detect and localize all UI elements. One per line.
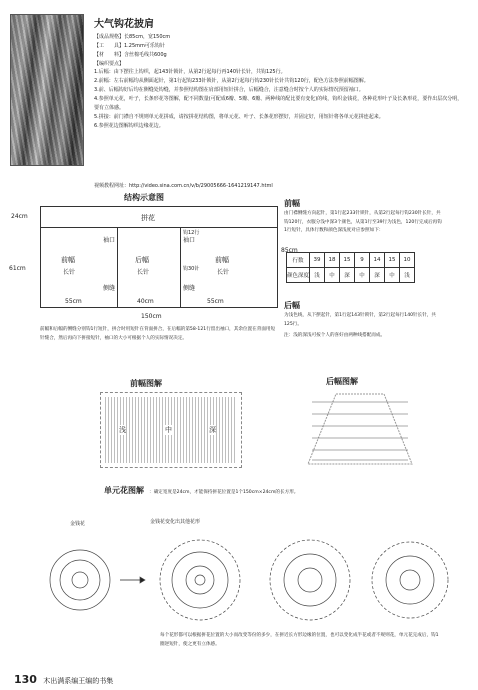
dim-150: 150cm — [141, 313, 162, 320]
flower-note: 每个花形都可以根据拼花位置的大小而改变等份的多少，在拼近长方形边缘的位置，也可以变化成半花或者不规则花，单元花完成后，钩1圈逆短针，使之更有立体感。 — [160, 633, 439, 647]
variant-flower-2 — [270, 540, 350, 620]
back-label: 后幅 — [135, 256, 149, 264]
unit-flower-heading — [104, 478, 298, 498]
chart-mid: 中 — [165, 426, 172, 434]
dim-40: 40cm — [137, 298, 154, 305]
rows-row — [287, 253, 415, 268]
step-6: 6.参照花边图解钩织边缘花边。 — [94, 123, 164, 129]
steps-list — [94, 68, 464, 131]
back-chart — [306, 392, 414, 466]
unit-flower-title: 单元花图解 — [104, 486, 144, 495]
structure-title: 结构示意图 — [124, 193, 164, 202]
dim-55-left: 55cm — [65, 298, 82, 305]
rows-cell: 14 — [370, 253, 385, 268]
spec-material: 【材 料】含丝棉毛线共600g — [94, 52, 167, 58]
color-cell: 中 — [385, 268, 400, 283]
rows-30: 钩30针 — [183, 266, 200, 272]
color-cell: 浅 — [310, 268, 325, 283]
unit-flower-text: ：确定宽度是24cm，才能保持拼花位置是1个150cm×24cm的长方形。 — [149, 490, 299, 495]
arrow-head — [140, 577, 145, 583]
back-chart-svg — [306, 392, 414, 466]
front-chart-title: 前幅图解 — [130, 379, 162, 388]
rows-cell: 39 — [310, 253, 325, 268]
shawl-photo — [10, 14, 84, 166]
dim-61: 61cm — [9, 265, 26, 272]
rows-label: 行数 — [287, 253, 310, 268]
front-left-label: 前幅 — [61, 256, 75, 264]
rows-cell: 15 — [385, 253, 400, 268]
gold-flower-diagram — [50, 550, 110, 610]
front-section-text: 由门襟侧缝方向起针，第1行起233针锁针，从第2行起每行钩230针长针，共钩120行，衣服分浅中深3个颜色，从第1行至39行为浅色，120行完成后再钩1行短针，具体行数和颜色深浅度对应参照如下： — [284, 211, 442, 233]
rows-cell: 15 — [340, 253, 355, 268]
color-cell: 中 — [325, 268, 340, 283]
book-name: 木出满系编王编的书集 — [43, 677, 114, 685]
spec-keypoints: 【编织要点】 — [94, 61, 125, 67]
needle-back: 长针 — [137, 269, 150, 276]
back-chart-title: 后幅图解 — [326, 377, 358, 386]
page-number: 130 — [14, 673, 37, 686]
needle-right: 长针 — [217, 269, 230, 276]
rows-cell: 10 — [400, 253, 415, 268]
spec-tool: 【工 具】1.25mm可乐钩针 — [94, 43, 165, 49]
needle-left: 长针 — [63, 269, 76, 276]
step-5: 5.拼接：前门襟自不规则单元花拼成，请按拼花结构图，将单元花、叶子、长条花形摆好，并固定好，用短针将各单元花拼连起来。 — [94, 114, 384, 120]
color-rows-table — [286, 252, 415, 283]
rows-cell: 9 — [355, 253, 370, 268]
chart-light: 浅 — [119, 426, 126, 434]
variant-flower-3 — [372, 542, 448, 618]
step-2: 2.前幅：左右前幅均从侧面起针，第1行起钩233针锁针，从第2行起每行钩230针长针共钩120行，配色方法参照前幅图解。 — [94, 78, 369, 84]
dim-55-right: 55cm — [207, 298, 224, 305]
step-3: 3.前、后幅钩好后均在侧缝处钩缝，并参照结构图在肩部用短针拼合，后幅缝合，注意缝合时按个人的实际情况预留袖口。 — [94, 87, 364, 93]
color-cell: 中 — [355, 268, 370, 283]
step-4: 4.参照单元花，叶子，长条形花等图解，配不同数量(可配成6瓣、5瓣、6瓣、两种线的配比要有变化)的线，钩织金钱花，各种花形叶子及长条形花，要作出层次分明，要有立体感。 — [94, 96, 463, 111]
page-footer — [14, 673, 113, 686]
rows-12: 钩12行 — [183, 230, 200, 236]
flower-diagrams — [40, 530, 460, 630]
front-section-title: 前幅 — [284, 199, 300, 208]
gold-flower-label: 金钱花 — [70, 521, 86, 527]
front-right-label: 前幅 — [215, 256, 229, 264]
color-cell: 深 — [370, 268, 385, 283]
variant-flower-1 — [160, 540, 240, 620]
page-title: 大气钩花披肩 — [94, 19, 154, 30]
gold-flower-variant-label: 金钱花变化出其他花形 — [150, 519, 201, 525]
specs-list — [94, 33, 170, 69]
seam-left: 侧缝 — [103, 285, 116, 292]
color-cell: 浅 — [400, 268, 415, 283]
front-chart — [100, 392, 242, 468]
back-section-title: 后幅 — [284, 301, 300, 310]
back-section-note: 注：浅的深浅可按个人的喜好由两种线搭配而成。 — [284, 333, 386, 338]
step-1: 1.后幅：由下摆往上钩织，起143针锁针，从第2行起每行再140针长针，共钩125行。 — [94, 69, 286, 75]
dim-24: 24cm — [11, 213, 28, 220]
colors-row — [287, 268, 415, 283]
video-link[interactable]: 视频教程网址：http://video.sina.com.cn/v/b/29005666-1641219147.html — [94, 183, 273, 189]
dim-85: 85cm — [281, 247, 298, 254]
pinhua-band — [41, 207, 277, 228]
structure-note: 前幅和后幅的侧缝分别钩1行短针，拼合时用短针在背面拼合，在后幅的第58-121行留出袖口，其余位置在背面用短针缝合，然后再向下拼接短针，袖口的大小可根据个人的实际情况决定。 — [40, 327, 276, 341]
color-label: 颜色深度 — [287, 268, 310, 283]
rows-cell: 18 — [325, 253, 340, 268]
color-cell: 深 — [340, 268, 355, 283]
chart-deep: 深 — [209, 426, 216, 434]
cuff-right: 袖口 — [183, 237, 196, 244]
spec-size: 【成品规格】长85cm，宽150cm — [94, 34, 171, 40]
pinhua-label: 拼花 — [141, 214, 155, 222]
seam-right: 侧缝 — [183, 285, 196, 292]
cuff-left: 袖口 — [103, 237, 116, 244]
back-section-text: 为浅色线，从下摆起针，第1行起143针锁针，第2行起每行140针长针，共125行。 — [284, 313, 437, 327]
